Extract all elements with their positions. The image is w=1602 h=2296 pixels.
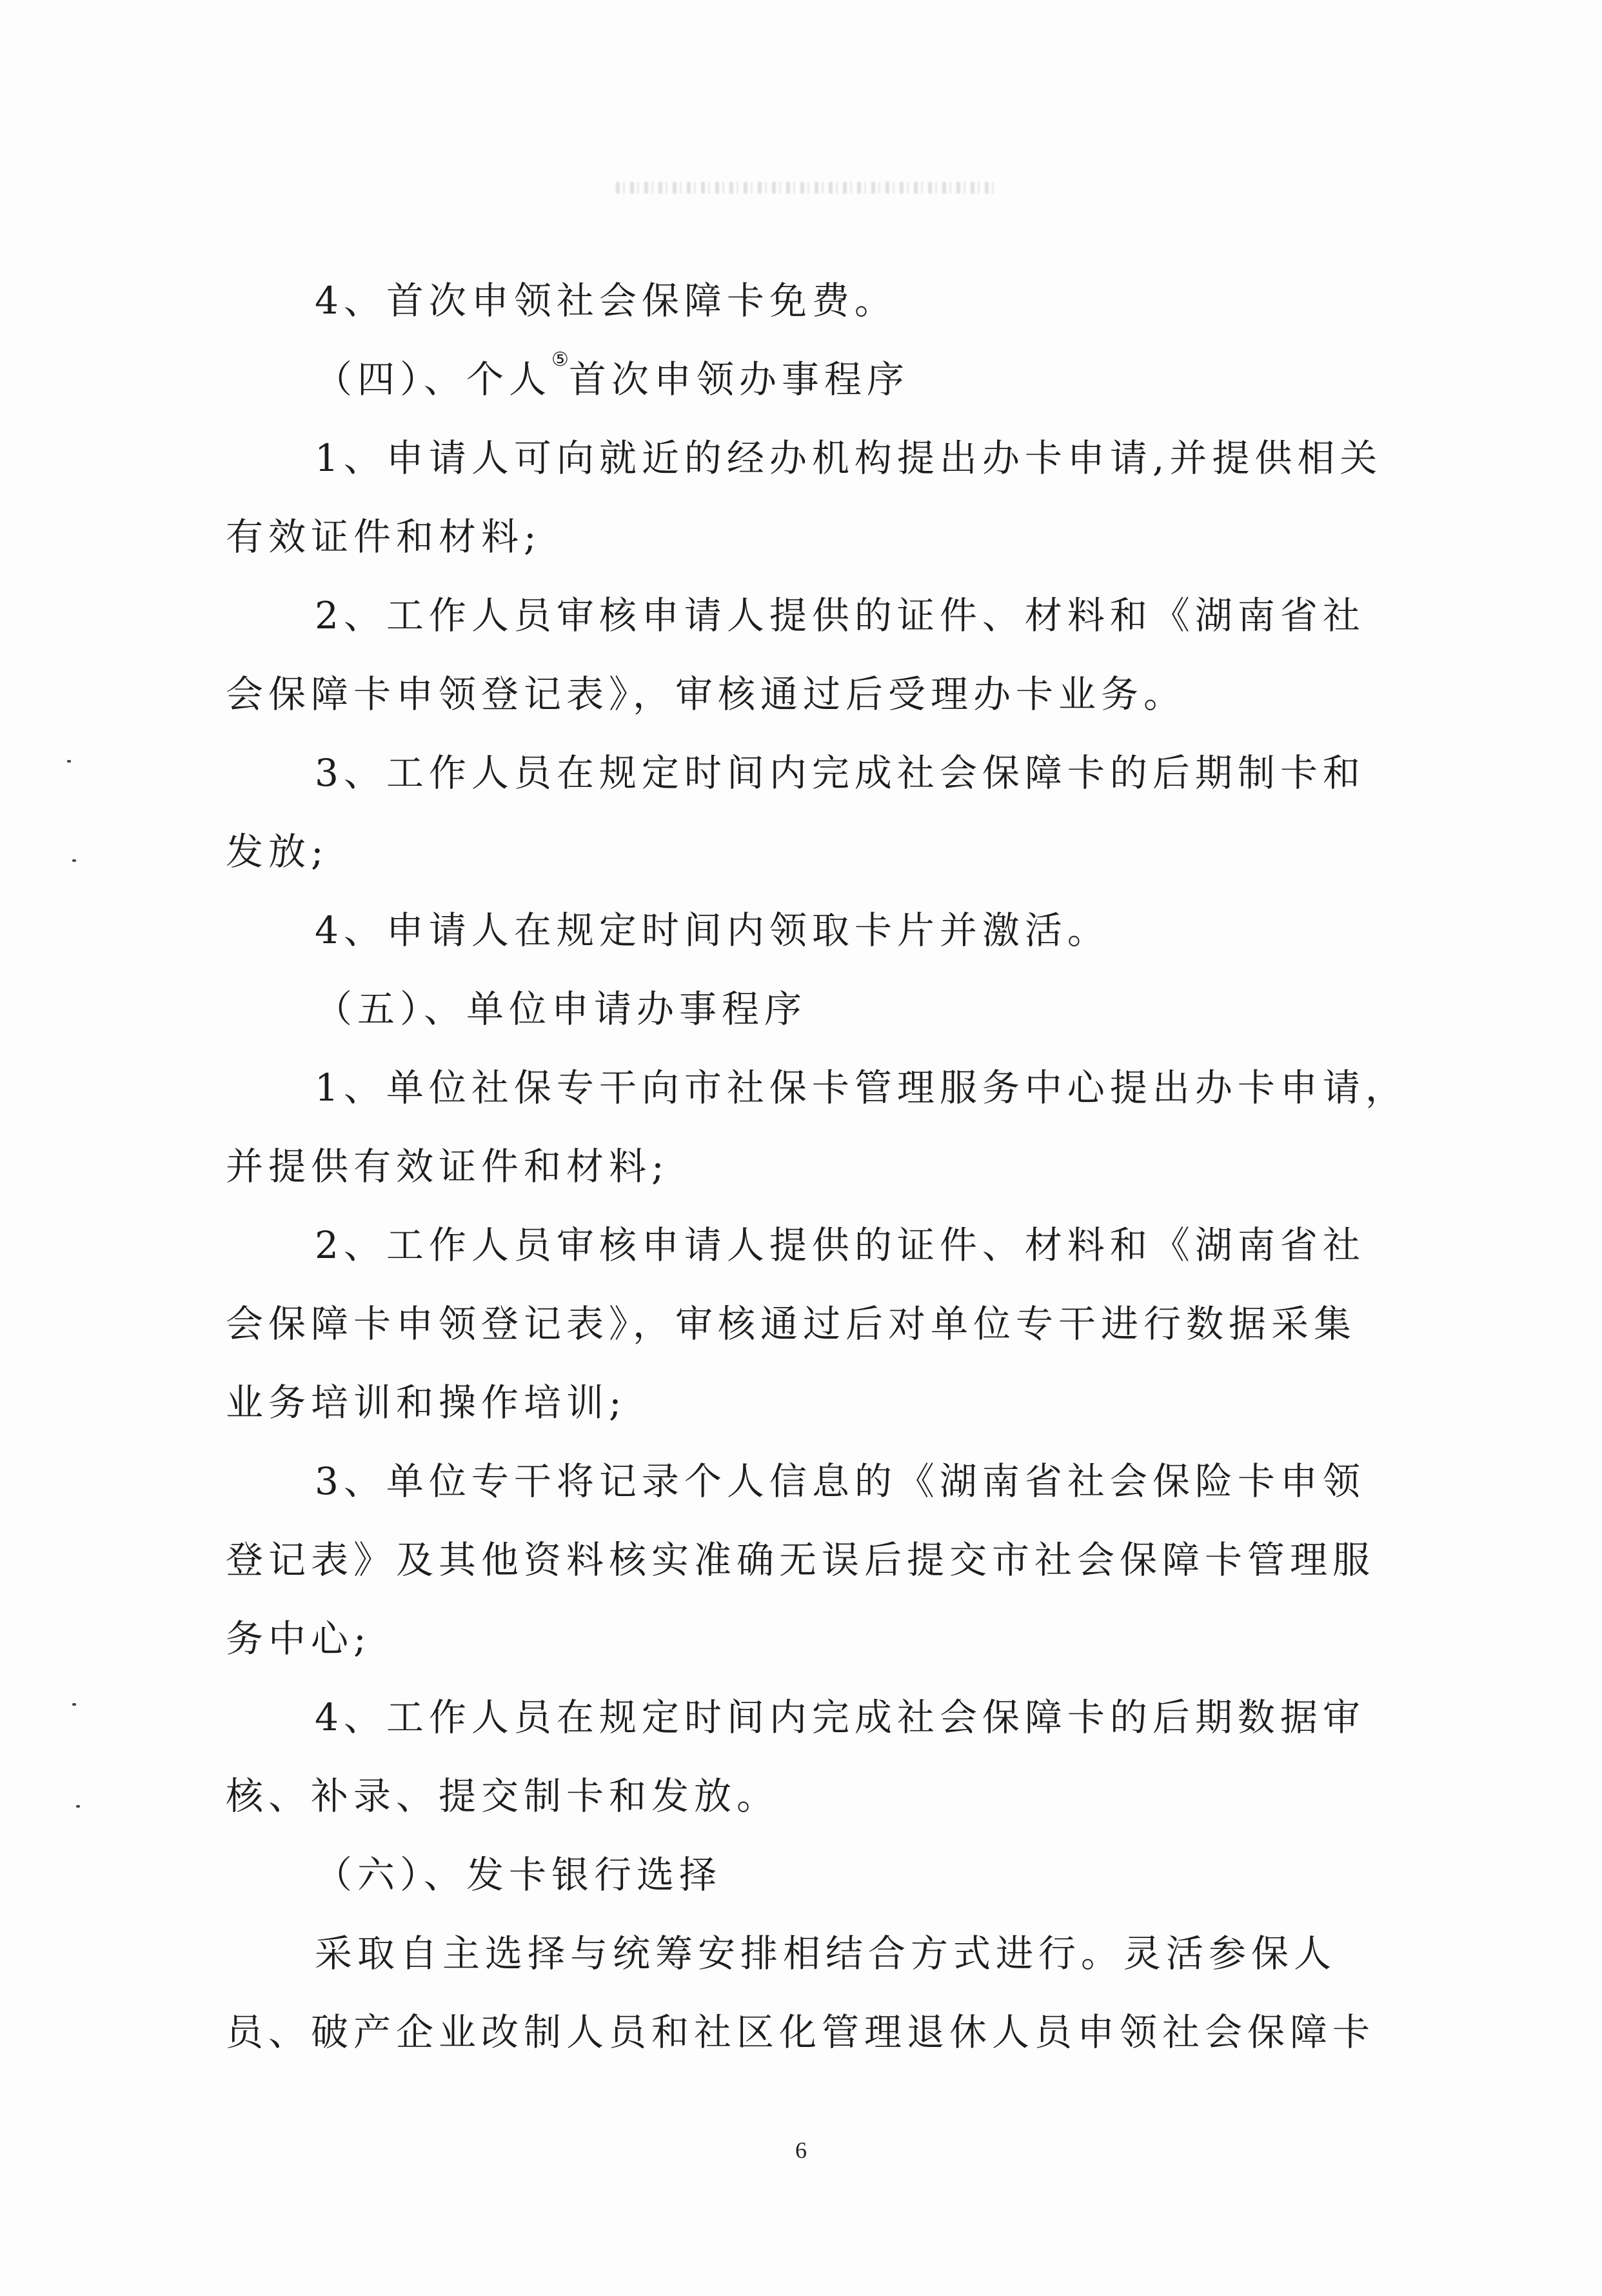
text-line: 并提供有效证件和材料;: [226, 1144, 669, 1188]
document-body: [226, 261, 1408, 2071]
text-line: 2、工作人员审核申请人提供的证件、材料和《湖南省社: [315, 1223, 1365, 1267]
page-number: 6: [795, 2137, 807, 2163]
text-line: 有效证件和材料;: [226, 515, 542, 559]
text-line: 4、申请人在规定时间内领取卡片并激活。: [315, 908, 1110, 952]
section-heading: （五）、单位申请办事程序: [315, 987, 807, 1031]
text-line: 会保障卡申领登记表》，审核通过后对单位专干进行数据采集: [226, 1302, 1357, 1346]
text-line: 发放;: [226, 830, 329, 873]
scan-speck: [67, 760, 71, 763]
text-line: 务中心;: [226, 1617, 371, 1661]
text-line: 3、工作人员在规定时间内完成社会保障卡的后期制卡和: [315, 751, 1365, 795]
text-line: 2、工作人员审核申请人提供的证件、材料和《湖南省社: [315, 594, 1365, 637]
text-line: 核、补录、提交制卡和发放。: [226, 1774, 780, 1818]
scan-speck: [72, 859, 76, 862]
text-line: 员、破产企业改制人员和社区化管理退休人员申领社会保障卡: [226, 2010, 1376, 2054]
section-heading: [226, 340, 1374, 419]
scan-speck: [76, 1805, 80, 1808]
text-line: 登记表》及其他资料核实准确无误后提交市社会保障卡管理服: [226, 1538, 1376, 1582]
text-line: 采取自主选择与统筹安排相结合方式进行。灵活参保人: [315, 1932, 1337, 1975]
text-line: 3、单位专干将记录个人信息的《湖南省社会保险卡申领: [315, 1459, 1365, 1503]
heading-text: （四）、个人: [315, 357, 552, 401]
text-line: 业务培训和操作培训;: [226, 1381, 627, 1424]
text-line: 4、工作人员在规定时间内完成社会保障卡的后期数据审: [315, 1695, 1365, 1739]
text-line: 1、单位社保专干向市社保卡管理服务中心提出办卡申请，: [315, 1066, 1408, 1110]
text-line: 4、首次申领社会保障卡免费。: [315, 279, 897, 323]
scan-speck: [72, 1703, 76, 1706]
footnote-marker: ⑤: [551, 348, 569, 371]
section-heading: （六）、发卡银行选择: [315, 1853, 722, 1897]
heading-text-after: 首次申领办事程序: [568, 357, 909, 401]
scan-artifact: [616, 182, 996, 194]
text-line: 会保障卡申领登记表》，审核通过后受理办卡业务。: [226, 672, 1187, 716]
text-line: 1、申请人可向就近的经办机构提出办卡申请,并提供相关: [315, 436, 1383, 480]
